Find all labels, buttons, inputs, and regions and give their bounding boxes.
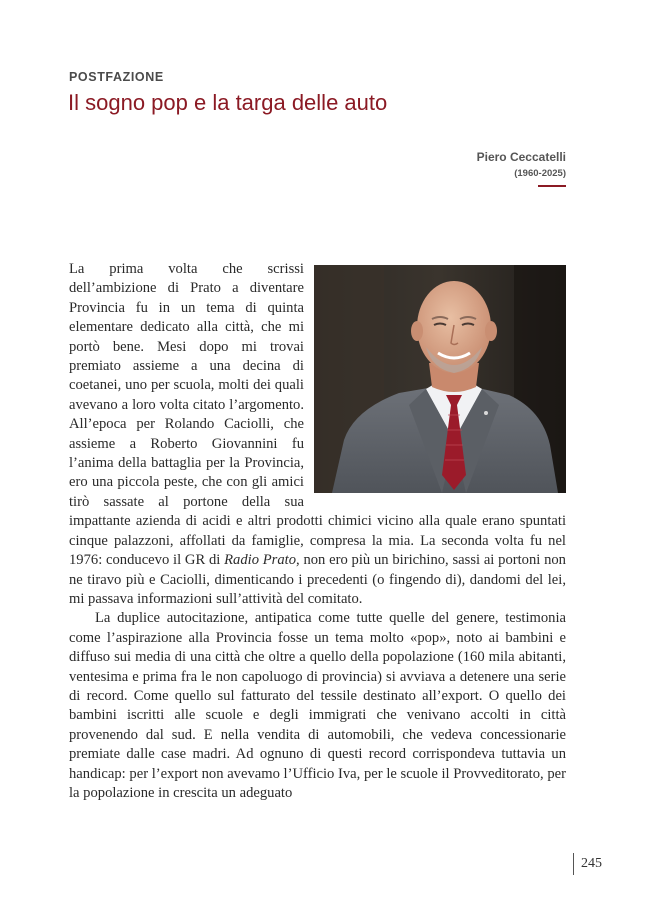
paragraph-1-text-end: , non ero più un birichino, sassi ai portoni non ne tiravo più e Caciolli, dimenticando i precedenti (o fingendo di), dandomi del lei, mi passava informazioni sull’attività del comitato. xyxy=(69,552,566,607)
author-dates: (1960-2025) xyxy=(514,168,566,179)
paragraph-2: La duplice autocitazione, antipatica come tutte quelle del genere, testimonia come l’aspirazione alla Provincia fosse un tema molto «pop», noto ai bambini e diffuso sui media di una città che oltre a quello della popolazione (160 mila abitanti, ventesima e prima fra le non capoluogo di provincia) si avviava a detenere una serie di record. Come quello sul fatturato del tessile destinato all’export. O quello dei bambini iscritti alle scuole e degli immigrati che venivano accolti in città provenendo dal sud. E nella vendita di automobili, che vedeva concessionarie premiate dalle case madri. Ad ognuno di questi record corrispondeva tuttavia un handicap: per l’export non avevamo l’Ufficio Iva, per le scuole il Provveditorato, per la popolazione in crescita un adeguato xyxy=(69,610,566,801)
author-block xyxy=(477,149,566,187)
paragraph-1-text: La prima volta che scrissi dell’ambizione di Prato a diventare Provincia fu in un tema di quinta elementare dedicato alla città, che mi portò bene. Mesi dopo mi trovai premiato assieme a una decina di coetanei, uno per scuola, molti dei quali avevano a loro volta citato l’argomento. All’epoca per Rolando Caciolli, che assieme a Roberto Giovannini fu l’anima della battaglia per la Provincia, ero una piccola peste, che con gli amici tirò sassate al portone della sua impattante azienda di acidi e altri prodotti chimici vicino alla quale erano spuntati cinque palazzoni, affollati da famiglie, compresa la mia. La seconda volta fu nel 1976: conducevo il GR di xyxy=(69,261,566,569)
author-name: Piero Ceccatelli xyxy=(476,150,566,164)
section-label: POSTFAZIONE xyxy=(69,70,164,84)
radio-prato-italic: Radio Prato xyxy=(224,552,297,569)
author-portrait-photo xyxy=(314,265,566,493)
portrait-illustration xyxy=(314,265,566,493)
page-number: 245 xyxy=(573,853,602,875)
article-body xyxy=(69,260,566,803)
author-accent-rule xyxy=(538,185,566,187)
chapter-title: Il sogno pop e la targa delle auto xyxy=(68,90,388,115)
